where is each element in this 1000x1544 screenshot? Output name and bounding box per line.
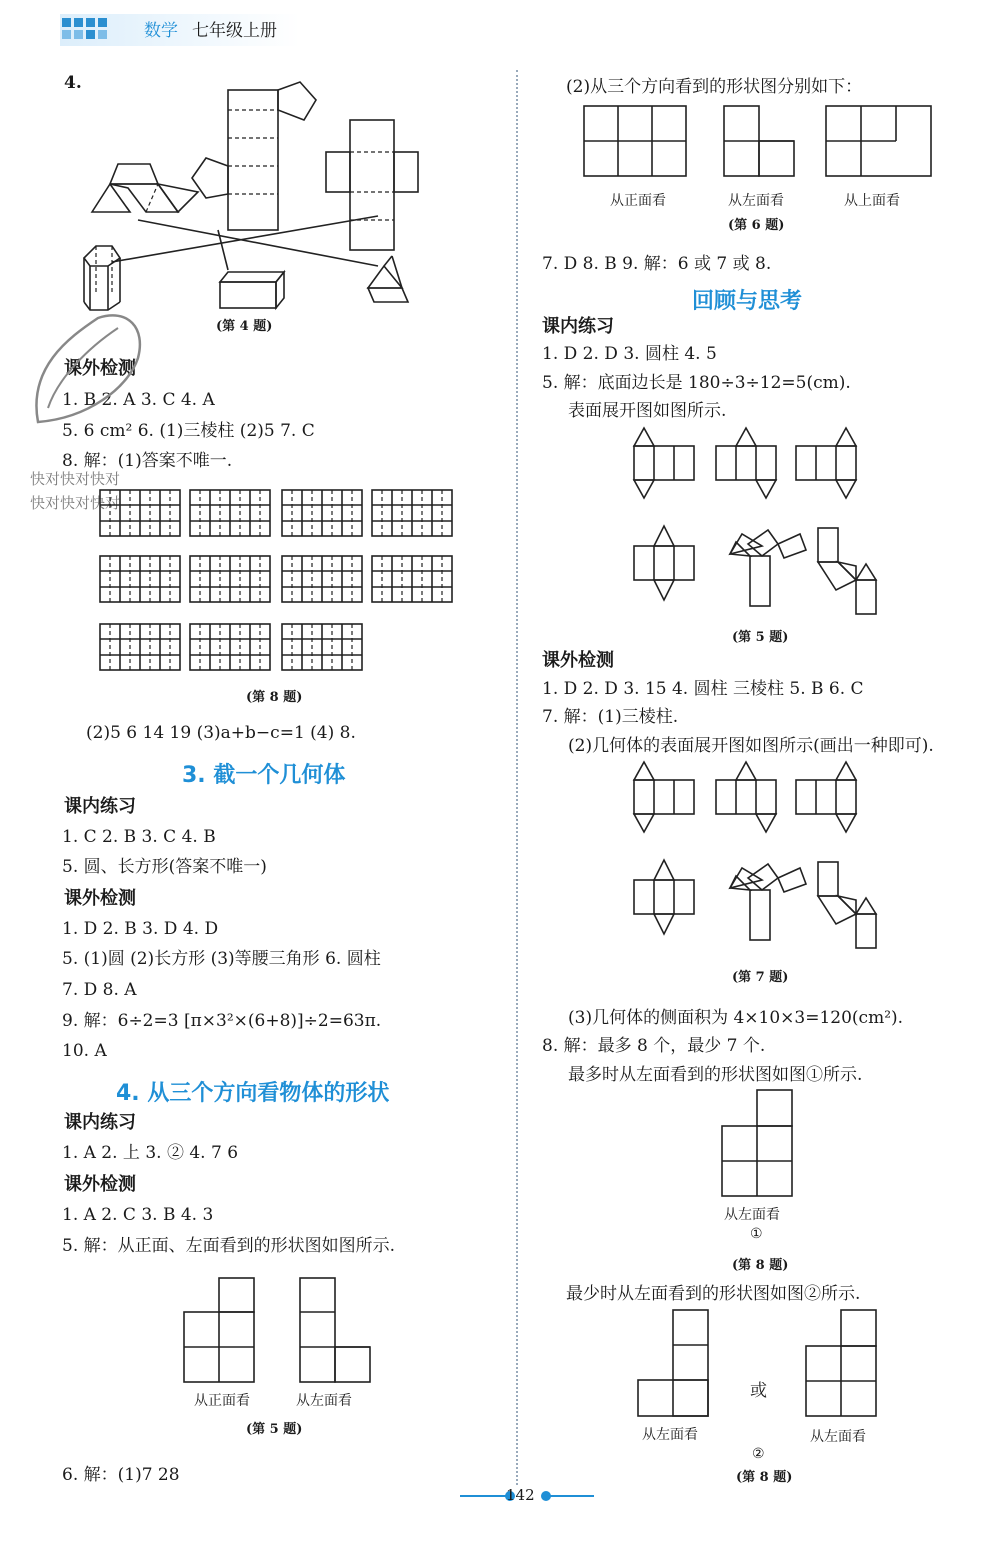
section3-kw3: 7. D 8. A xyxy=(62,980,137,1000)
section3-kw-title: 课外检测 xyxy=(64,888,136,909)
section4-heading: 4. 从三个方向看物体的形状 xyxy=(116,1081,390,1106)
section4-label-left: 从左面看 xyxy=(296,1393,352,1409)
review-caption8b: (第 8 题) xyxy=(736,1470,793,1485)
review-caption7: (第 7 题) xyxy=(732,970,789,985)
review-fig1-num: ① xyxy=(750,1226,763,1242)
review-fig2-label-a: 从左面看 xyxy=(642,1427,698,1443)
section4-caption: (第 5 题) xyxy=(246,1422,303,1437)
review-kw1: 1. D 2. D 3. 15 4. 圆柱 三棱柱 5. B 6. C xyxy=(542,679,864,699)
q4-caption: (第 4 题) xyxy=(216,319,273,334)
section4-label-front: 从正面看 xyxy=(194,1393,250,1409)
section3-kn1: 1. C 2. B 3. C 4. B xyxy=(62,827,216,847)
review-kw3: (2)几何体的表面展开图如图所示(画出一种即可). xyxy=(568,736,934,756)
kewai-title-1: 课外检测 xyxy=(64,358,136,379)
review-kn1: 1. D 2. D 3. 圆柱 4. 5 xyxy=(542,344,717,364)
section4-q6: 6. 解：(1)7 28 xyxy=(62,1465,180,1485)
right-intro: (2)从三个方向看到的形状图分别如下： xyxy=(566,77,863,97)
review-kn2: 5. 解：底面边长是 180÷3÷12=5(cm). xyxy=(542,373,851,393)
section3-kn2: 5. 圆、长方形(答案不唯一) xyxy=(62,857,267,877)
review-fig2-or: 或 xyxy=(750,1381,767,1401)
page-number-ornament-right-icon xyxy=(540,1490,600,1502)
q6-view-front: 从正面看 xyxy=(610,193,666,209)
section4-kw-title: 课外检测 xyxy=(64,1174,136,1195)
section4-kn1: 1. A 2. 上 3. ② 4. 7 6 xyxy=(62,1143,239,1163)
review-kw2: 7. 解：(1)三棱柱. xyxy=(542,707,679,727)
review-caption8a: (第 8 题) xyxy=(732,1258,789,1273)
header-squares-icon xyxy=(62,18,122,42)
header-subject: 数学 xyxy=(144,21,178,41)
q6-caption: (第 6 题) xyxy=(728,218,785,233)
review-kw-title: 课外检测 xyxy=(542,650,614,671)
q8-caption: (第 8 题) xyxy=(246,690,303,705)
watermark-line-1: 快对快对快对 xyxy=(30,470,121,488)
review-q7-nets-figure xyxy=(630,762,890,962)
q6-views-figure xyxy=(580,100,940,180)
section3-kw2: 5. (1)圆 (2)长方形 (3)等腰三角形 6. 圆柱 xyxy=(62,949,381,969)
review-kn3: 表面展开图如图所示. xyxy=(568,401,727,421)
review-heading: 回顾与思考 xyxy=(692,289,803,314)
review-fig2-num: ② xyxy=(752,1446,765,1462)
section3-kw5: 10. A xyxy=(62,1041,107,1061)
section3-kw4: 9. 解：6÷2=3 [π×3²×(6+8)]÷2=63π. xyxy=(62,1011,382,1031)
kewai1-line3: 8. 解：(1)答案不唯一. xyxy=(62,451,233,471)
section3-heading: 3. 截一个几何体 xyxy=(182,763,346,788)
section4-kw2: 5. 解：从正面、左面看到的形状图如图所示. xyxy=(62,1236,396,1256)
review-q5-nets-figure xyxy=(630,428,890,628)
section4-kn-title: 课内练习 xyxy=(64,1112,136,1133)
header-grade: 七年级上册 xyxy=(192,21,277,41)
section4-kw1: 1. A 2. C 3. B 4. 3 xyxy=(62,1205,214,1225)
watermark-line-2: 快对快对快对 xyxy=(30,494,121,512)
review-kw6: 最多时从左面看到的形状图如图①所示. xyxy=(568,1065,863,1085)
q4-matching-figure xyxy=(78,80,498,320)
kewai1-line4: (2)5 6 14 19 (3)a+b−c=1 (4) 8. xyxy=(86,723,356,743)
q6-view-top: 从上面看 xyxy=(844,193,900,209)
right-answers: 7. D 8. B 9. 解：6 或 7 或 8. xyxy=(542,254,772,274)
review-q8-fig2 xyxy=(636,1308,886,1420)
review-kw7: 最少时从左面看到的形状图如图②所示. xyxy=(566,1284,861,1304)
review-caption5: (第 5 题) xyxy=(732,630,789,645)
review-fig2-label-b: 从左面看 xyxy=(810,1429,866,1445)
review-kn-title: 课内练习 xyxy=(542,316,614,337)
review-kw5: 8. 解：最多 8 个，最少 7 个. xyxy=(542,1036,766,1056)
section3-kn-title: 课内练习 xyxy=(64,796,136,817)
section3-kw1: 1. D 2. B 3. D 4. D xyxy=(62,919,219,939)
review-kw4: (3)几何体的侧面积为 4×10×3=120(cm²). xyxy=(568,1008,904,1028)
q8-nets-figure xyxy=(100,488,480,688)
q4-number: 4. xyxy=(64,73,82,93)
kewai1-line2: 5. 6 cm² 6. (1)三棱柱 (2)5 7. C xyxy=(62,421,315,441)
watermark-logo-icon xyxy=(18,298,158,438)
column-divider xyxy=(516,70,518,1485)
review-q8-fig1 xyxy=(720,1088,800,1200)
review-fig1-label: 从左面看 xyxy=(724,1207,780,1223)
page-number: 142 xyxy=(506,1486,535,1504)
section4-q5-figure xyxy=(180,1276,380,1386)
kewai1-line1: 1. B 2. A 3. C 4. A xyxy=(62,390,215,410)
q6-view-left: 从左面看 xyxy=(728,193,784,209)
